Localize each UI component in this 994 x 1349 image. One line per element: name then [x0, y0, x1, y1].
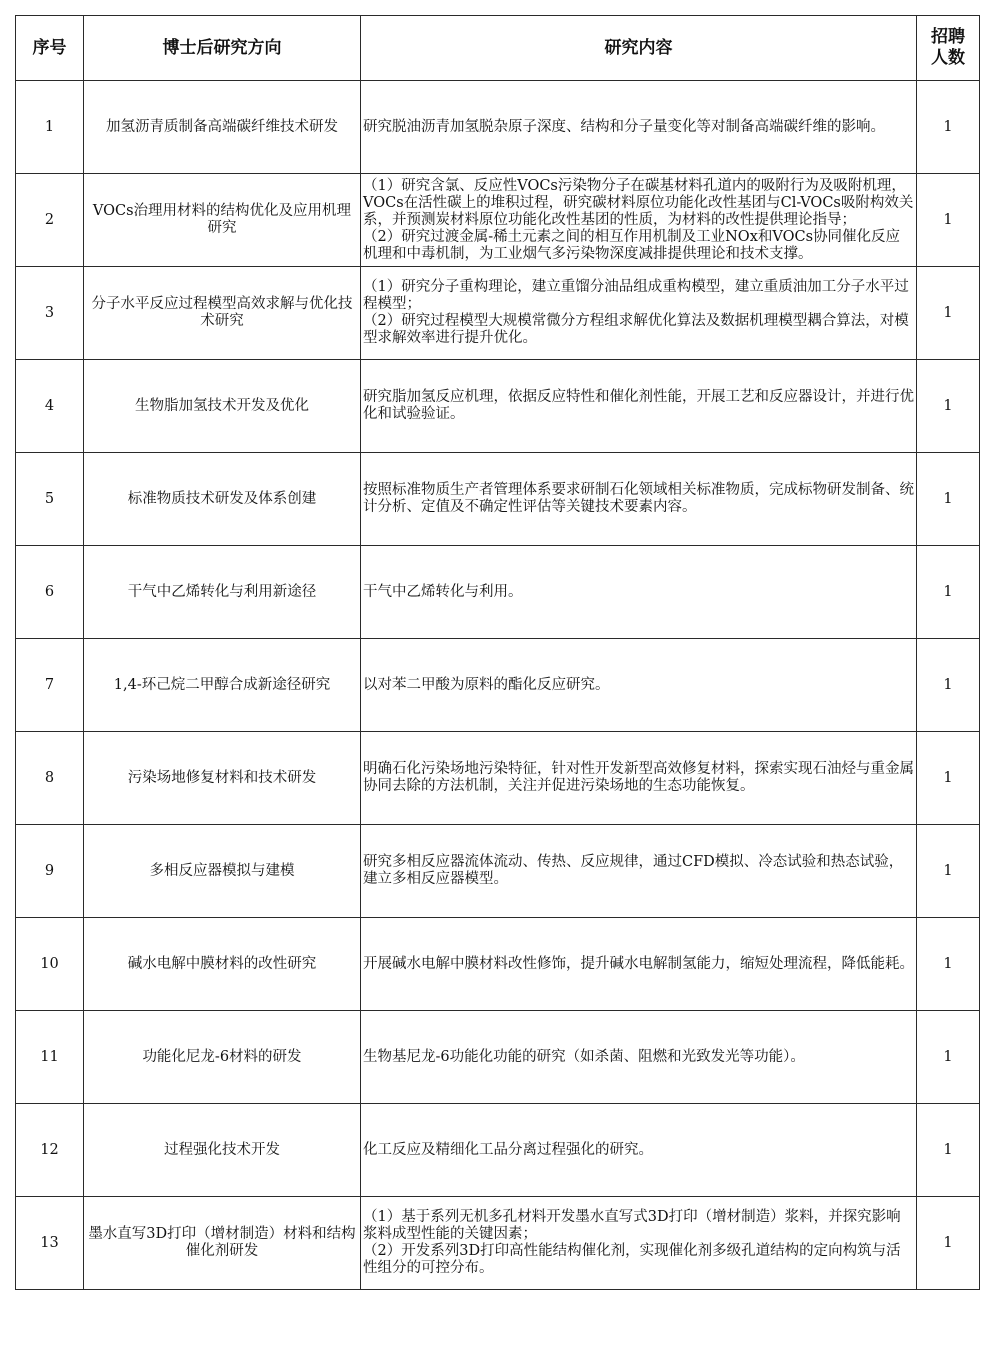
- table-row: [16, 453, 980, 546]
- research-content-paragraph: 开展碱水电解中膜材料改性修饰，提升碱水电解制氢能力，缩短处理流程，降低能耗。: [363, 955, 914, 972]
- research-content-paragraph: 以对苯二甲酸为原料的酯化反应研究。: [363, 676, 610, 693]
- header-count-line2: 人数: [931, 48, 965, 68]
- research-content: [361, 81, 917, 174]
- row-number: 2: [16, 174, 84, 267]
- row-number: 9: [16, 825, 84, 918]
- hiring-count: 1: [917, 918, 980, 1011]
- row-number: 10: [16, 918, 84, 1011]
- hiring-count: 1: [917, 453, 980, 546]
- research-content-paragraph: 研究脂加氢反应机理，依据反应特性和催化剂性能，开展工艺和反应器设计，并进行优化和试验验证。: [363, 389, 914, 422]
- research-content: [361, 732, 917, 825]
- row-number: 8: [16, 732, 84, 825]
- research-direction: 加氢沥青质制备高端碳纤维技术研发: [84, 81, 361, 174]
- research-content-paragraph: （1）研究含氯、反应性VOCs污染物分子在碳基材料孔道内的吸附行为及吸附机理，VOCs在活性碳上的堆积过程，研究碳材料原位功能化改性基团与Cl-VOCs吸附构效关系，并预测炭材料原位功能化改性基团的性质，为材料的改性提供理论指导；: [363, 177, 914, 228]
- research-direction: 碱水电解中膜材料的改性研究: [84, 918, 361, 1011]
- research-content-paragraph: （2）开发系列3D打印高性能结构催化剂，实现催化剂多级孔道结构的定向构筑与活性组分的可控分布。: [363, 1243, 901, 1276]
- hiring-count: 1: [917, 1011, 980, 1104]
- research-content-paragraph: 研究多相反应器流体流动、传热、反应规律，通过CFD模拟、冷态试验和热态试验，建立多相反应器模型。: [363, 854, 904, 887]
- research-content: [361, 267, 917, 360]
- hiring-count: 1: [917, 174, 980, 267]
- table-row: [16, 81, 980, 174]
- hiring-count: 1: [917, 81, 980, 174]
- table-row: [16, 267, 980, 360]
- research-content: [361, 1104, 917, 1197]
- row-number: 11: [16, 1011, 84, 1104]
- research-content-paragraph: （1）基于系列无机多孔材料开发墨水直写式3D打印（增材制造）浆料，并探究影响浆料成型性能的关键因素；: [363, 1209, 901, 1242]
- postdoc-research-table: [15, 15, 980, 1290]
- hiring-count: 1: [917, 732, 980, 825]
- research-content-paragraph: （2）研究过程模型大规模常微分方程组求解优化算法及数据机理模型耦合算法，对模型求解效率进行提升优化。: [363, 313, 909, 346]
- hiring-count: 1: [917, 639, 980, 732]
- research-direction: 生物脂加氢技术开发及优化: [84, 360, 361, 453]
- research-direction: 过程强化技术开发: [84, 1104, 361, 1197]
- header-no: 序号: [16, 16, 84, 81]
- research-content-paragraph: 干气中乙烯转化与利用。: [363, 583, 523, 600]
- header-row: [16, 16, 980, 81]
- research-content-paragraph: （1）研究分子重构理论，建立重馏分油品组成重构模型，建立重质油加工分子水平过程模型；: [363, 279, 909, 312]
- research-content: [361, 825, 917, 918]
- table-row: [16, 825, 980, 918]
- research-direction: 墨水直写3D打印（增材制造）材料和结构催化剂研发: [84, 1197, 361, 1290]
- research-content-paragraph: 按照标准物质生产者管理体系要求研制石化领域相关标准物质，完成标物研发制备、统计分析、定值及不确定性评估等关键技术要素内容。: [363, 482, 914, 515]
- research-content-paragraph: 明确石化污染场地污染特征，针对性开发新型高效修复材料，探索实现石油烃与重金属协同去除的方法机制，关注并促进污染场地的生态功能恢复。: [363, 761, 914, 794]
- table-row: [16, 1104, 980, 1197]
- row-number: 1: [16, 81, 84, 174]
- table-row: [16, 918, 980, 1011]
- row-number: 13: [16, 1197, 84, 1290]
- hiring-count: 1: [917, 1197, 980, 1290]
- table-row: [16, 546, 980, 639]
- row-number: 3: [16, 267, 84, 360]
- row-number: 12: [16, 1104, 84, 1197]
- header-count-line1: 招聘: [931, 27, 965, 47]
- research-direction: 多相反应器模拟与建模: [84, 825, 361, 918]
- table-row: [16, 174, 980, 267]
- research-content: [361, 1011, 917, 1104]
- hiring-count: 1: [917, 546, 980, 639]
- research-content-paragraph: 化工反应及精细化工品分离过程强化的研究。: [363, 1141, 653, 1158]
- table-row: [16, 1011, 980, 1104]
- table-row: [16, 1197, 980, 1290]
- header-content: 研究内容: [361, 16, 917, 81]
- hiring-count: 1: [917, 825, 980, 918]
- research-content-paragraph: （2）研究过渡金属-稀土元素之间的相互作用机制及工业NOx和VOCs协同催化反应机理和中毒机制，为工业烟气多污染物深度减排提供理论和技术支撑。: [363, 228, 901, 262]
- row-number: 7: [16, 639, 84, 732]
- research-content: [361, 453, 917, 546]
- research-content: [361, 1197, 917, 1290]
- hiring-count: 1: [917, 1104, 980, 1197]
- research-direction: 分子水平反应过程模型高效求解与优化技术研究: [84, 267, 361, 360]
- research-content-paragraph: 研究脱油沥青加氢脱杂原子深度、结构和分子量变化等对制备高端碳纤维的影响。: [363, 118, 885, 135]
- research-direction: 1,4-环己烷二甲醇合成新途径研究: [84, 639, 361, 732]
- research-direction: VOCs治理用材料的结构优化及应用机理研究: [84, 174, 361, 267]
- header-direction: 博士后研究方向: [84, 16, 361, 81]
- research-direction: 标准物质技术研发及体系创建: [84, 453, 361, 546]
- table-row: [16, 639, 980, 732]
- research-content: [361, 546, 917, 639]
- research-content-paragraph: 生物基尼龙-6功能化功能的研究（如杀菌、阻燃和光致发光等功能）。: [363, 1048, 805, 1065]
- research-content: [361, 360, 917, 453]
- hiring-count: 1: [917, 267, 980, 360]
- research-direction: 污染场地修复材料和技术研发: [84, 732, 361, 825]
- research-content: [361, 174, 917, 267]
- table-row: [16, 360, 980, 453]
- research-content: [361, 639, 917, 732]
- table-row: [16, 732, 980, 825]
- header-count: [917, 16, 980, 81]
- research-content: [361, 918, 917, 1011]
- row-number: 4: [16, 360, 84, 453]
- research-direction: 功能化尼龙-6材料的研发: [84, 1011, 361, 1104]
- row-number: 6: [16, 546, 84, 639]
- hiring-count: 1: [917, 360, 980, 453]
- research-direction: 干气中乙烯转化与利用新途径: [84, 546, 361, 639]
- row-number: 5: [16, 453, 84, 546]
